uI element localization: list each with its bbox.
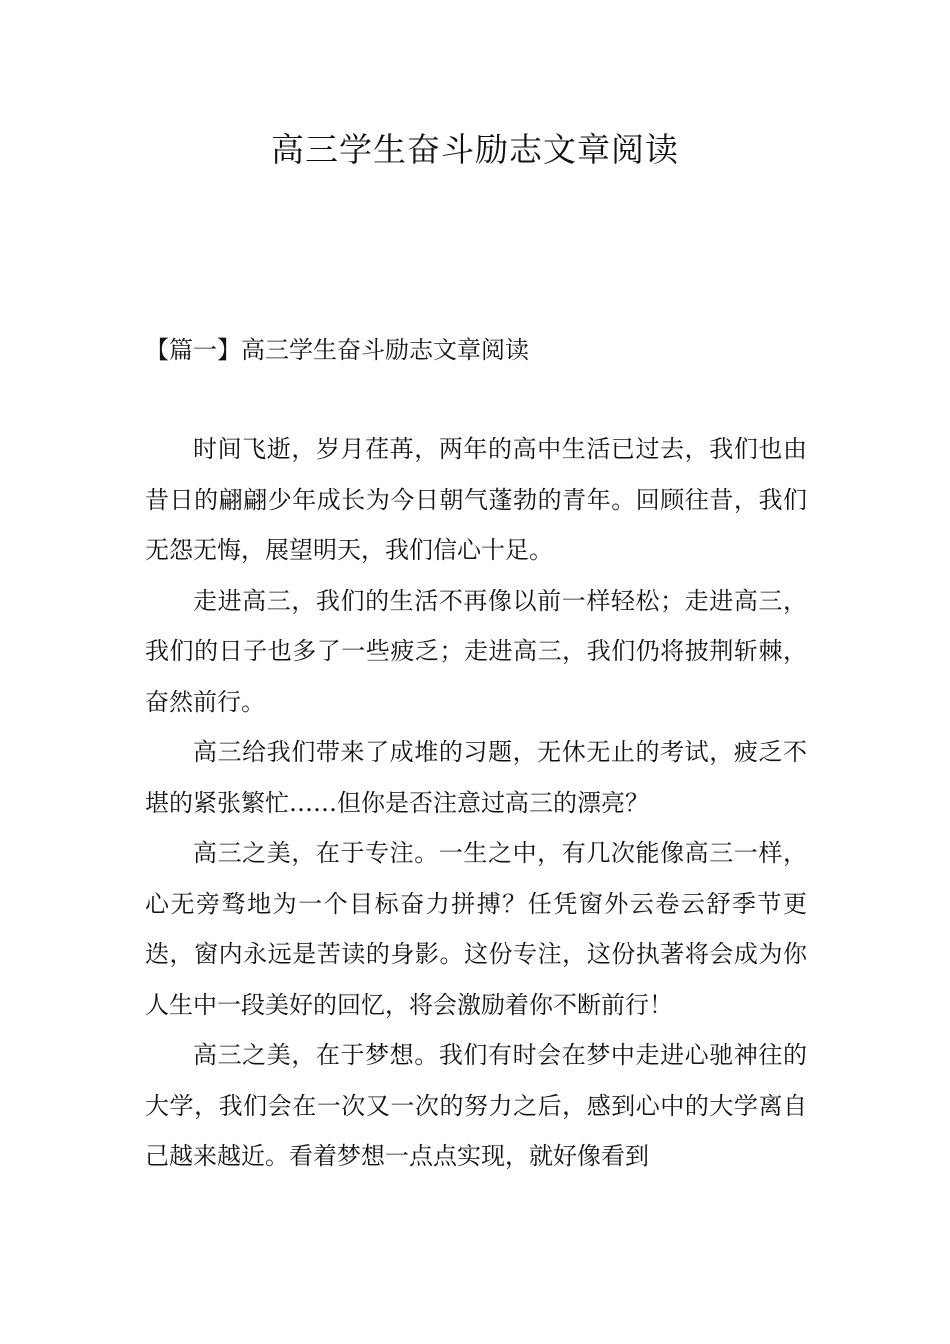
paragraph: 高三之美，在于专注。一生之中，有几次能像高三一样，心无旁骛地为一个目标奋力拼搏？任凭窗外云卷云舒季节更迭，窗内永远是苦读的身影。这份专注，这份执著将会成为你人生中一段美好的回忆，将会激励着你不断前行！ (145, 839, 807, 1019)
paragraph: 高三之美，在于梦想。我们有时会在梦中走进心驰神往的大学，我们会在一次又一次的努力之后，感到心中的大学离自己越来越近。看着梦想一点点实现，就好像看到 (145, 1041, 807, 1170)
document-title: 高三学生奋斗励志文章阅读 (271, 130, 679, 169)
section-heading: 【篇一】高三学生奋斗励志文章阅读 (145, 336, 529, 364)
paragraph: 时间飞逝，岁月荏苒，两年的高中生活已过去，我们也由昔日的翩翩少年成长为今日朝气蓬勃的青年。回顾往昔，我们无怨无悔，展望明天，我们信心十足。 (145, 435, 807, 564)
paragraph: 走进高三，我们的生活不再像以前一样轻松；走进高三，我们的日子也多了一些疲乏；走进高三，我们仍将披荆斩棘，奋然前行。 (145, 586, 807, 716)
paragraph: 高三给我们带来了成堆的习题，无休无止的考试，疲乏不堪的紧张繁忙……但你是否注意过高三的漂亮？ (145, 738, 807, 817)
article-body (145, 424, 807, 1182)
